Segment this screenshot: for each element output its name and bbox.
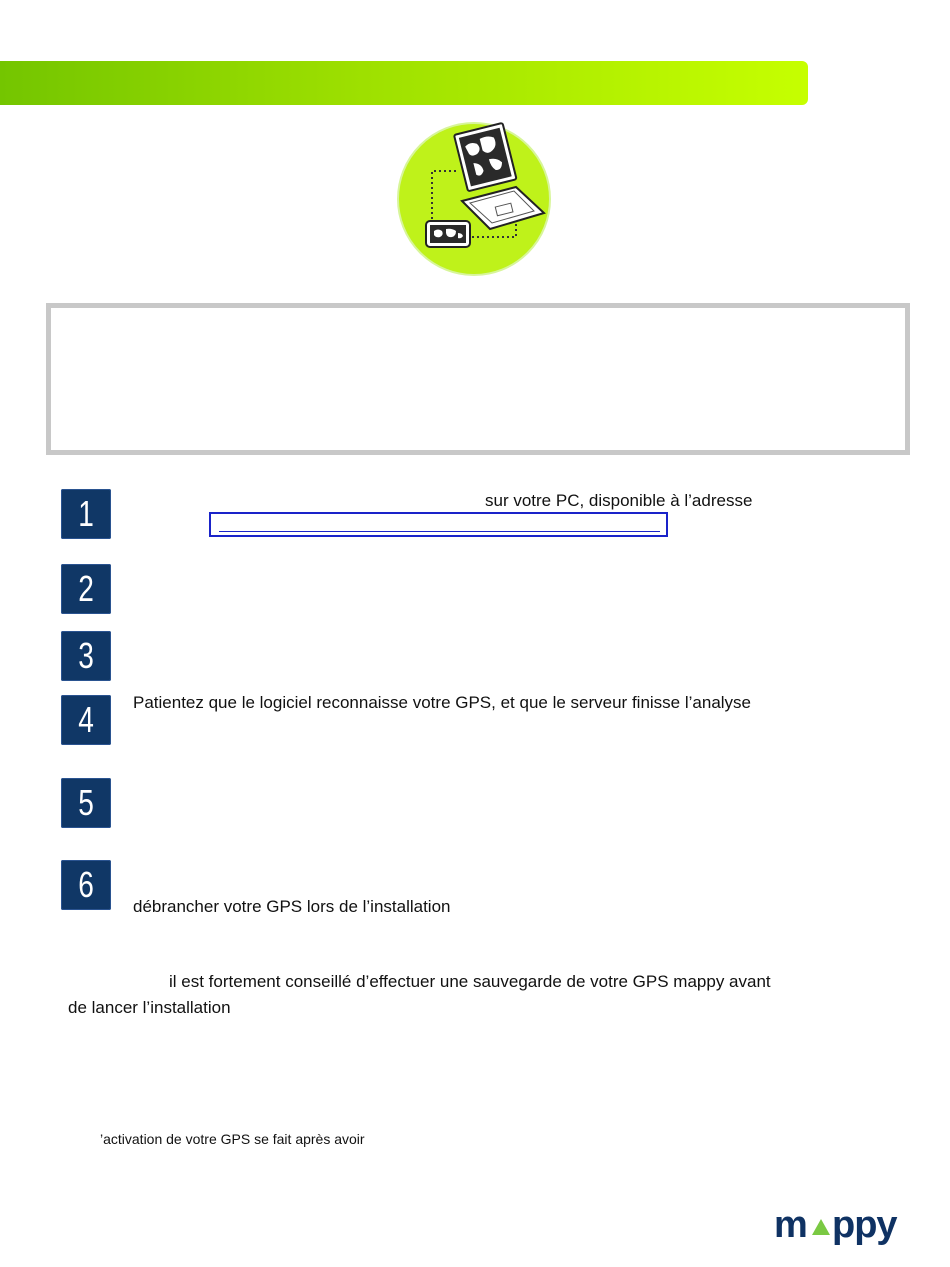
step-1-text: sur votre PC, disponible à l’adresse: [485, 491, 753, 510]
svg-text:ppy: ppy: [832, 1205, 897, 1246]
laptop-gps-illustration: [396, 121, 552, 277]
step-3-badge: 3: [61, 631, 111, 681]
header-banner: [0, 61, 808, 105]
backup-note-line1: il est fortement conseillé d’effectuer une sauvegarde de votre GPS mappy avant: [169, 972, 771, 991]
step-1-badge: 1: [61, 489, 111, 539]
mappy-logo: [774, 1205, 914, 1247]
step-2-badge: 2: [61, 564, 111, 614]
activation-note: ’activation de votre GPS se fait après avoir: [100, 1131, 365, 1147]
step-4-text: Patientez que le logiciel reconnaisse votre GPS, et que le serveur finisse l’analyse: [133, 693, 752, 712]
step-6-text: débrancher votre GPS lors de l’installation: [133, 897, 451, 916]
download-link[interactable]: [209, 512, 668, 537]
svg-text:m: m: [774, 1205, 807, 1246]
step-4-badge: 4: [61, 695, 111, 745]
backup-note-line2: de lancer l’installation: [68, 998, 231, 1017]
step-5-badge: 5: [61, 778, 111, 828]
notice-box: [46, 303, 910, 455]
step-6-badge: 6: [61, 860, 111, 910]
